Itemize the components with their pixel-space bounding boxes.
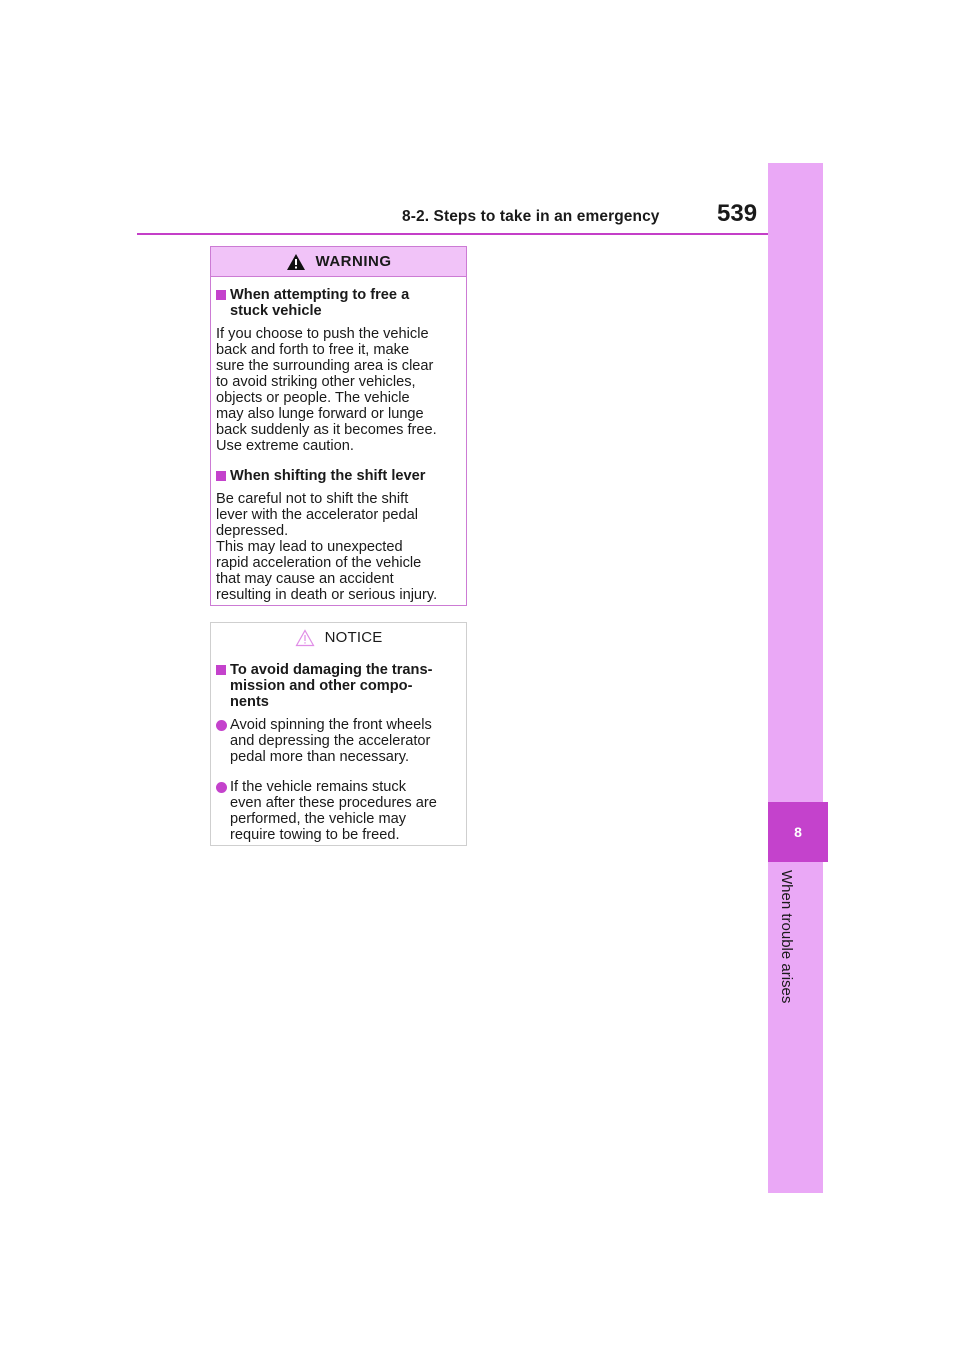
- chapter-number: 8: [794, 824, 802, 840]
- notice-subheading: [216, 662, 461, 710]
- warning-subheading: [216, 468, 461, 484]
- notice-bullet-item: [216, 779, 461, 843]
- bullet-line: even after these procedures are: [230, 795, 437, 811]
- warning-subheading: [216, 287, 461, 319]
- chapter-side-band: [768, 163, 823, 1193]
- paragraph-line: Be careful not to shift the shift: [216, 491, 409, 507]
- subheading-line: nents: [230, 694, 269, 710]
- subheading-line: To avoid damaging the trans-: [230, 662, 433, 678]
- paragraph-line: resulting in death or serious injury.: [216, 587, 438, 603]
- notice-body: [211, 652, 466, 843]
- caution-outline-triangle-icon: [295, 629, 315, 647]
- bullet-line: and depressing the accelerator: [230, 733, 431, 749]
- bullet-line: require towing to be freed.: [230, 827, 400, 843]
- notice-header: [211, 623, 466, 652]
- paragraph-line: If you choose to push the vehicle: [216, 326, 429, 342]
- warning-box: [210, 246, 467, 606]
- header-rule: [137, 233, 769, 235]
- round-bullet-icon: [216, 782, 227, 793]
- subheading-line: When shifting the shift lever: [230, 468, 426, 484]
- section-title: 8-2. Steps to take in an emergency: [402, 208, 660, 225]
- paragraph-line: This may lead to unexpected: [216, 539, 403, 555]
- warning-body: [211, 277, 466, 603]
- paragraph-line: back suddenly as it becomes free.: [216, 422, 437, 438]
- subheading-line: stuck vehicle: [230, 303, 322, 319]
- bullet-line: performed, the vehicle may: [230, 811, 407, 827]
- page-number: 539: [717, 200, 758, 227]
- paragraph-line: that may cause an accident: [216, 571, 394, 587]
- paragraph-line: back and forth to free it, make: [216, 342, 410, 358]
- paragraph-line: to avoid striking other vehicles,: [216, 374, 416, 390]
- square-bullet-icon: [216, 471, 226, 481]
- paragraph-line: depressed.: [216, 523, 289, 539]
- bullet-line: If the vehicle remains stuck: [230, 779, 407, 795]
- paragraph-line: rapid acceleration of the vehicle: [216, 555, 422, 571]
- subheading-line: mission and other compo-: [230, 678, 413, 694]
- bullet-line: Avoid spinning the front wheels: [230, 717, 432, 733]
- warning-paragraph: [216, 491, 461, 603]
- notice-box: [210, 622, 467, 846]
- notice-title: NOTICE: [324, 629, 383, 646]
- paragraph-line: objects or people. The vehicle: [216, 390, 410, 406]
- paragraph-line: lever with the accelerator pedal: [216, 507, 418, 523]
- paragraph-line: may also lunge forward or lunge: [216, 406, 424, 422]
- warning-header: [211, 247, 466, 277]
- round-bullet-icon: [216, 720, 227, 731]
- paragraph-line: sure the surrounding area is clear: [216, 358, 434, 374]
- subheading-line: When attempting to free a: [230, 287, 410, 303]
- warning-paragraph: [216, 326, 461, 454]
- paragraph-line: Use extreme caution.: [216, 438, 354, 454]
- chapter-tab[interactable]: [768, 802, 828, 862]
- square-bullet-icon: [216, 290, 226, 300]
- warning-triangle-icon: [286, 253, 306, 271]
- bullet-line: pedal more than necessary.: [230, 749, 410, 765]
- chapter-title: When trouble arises: [778, 870, 795, 1004]
- warning-title: WARNING: [315, 253, 392, 270]
- square-bullet-icon: [216, 665, 226, 675]
- notice-bullet-item: [216, 717, 461, 765]
